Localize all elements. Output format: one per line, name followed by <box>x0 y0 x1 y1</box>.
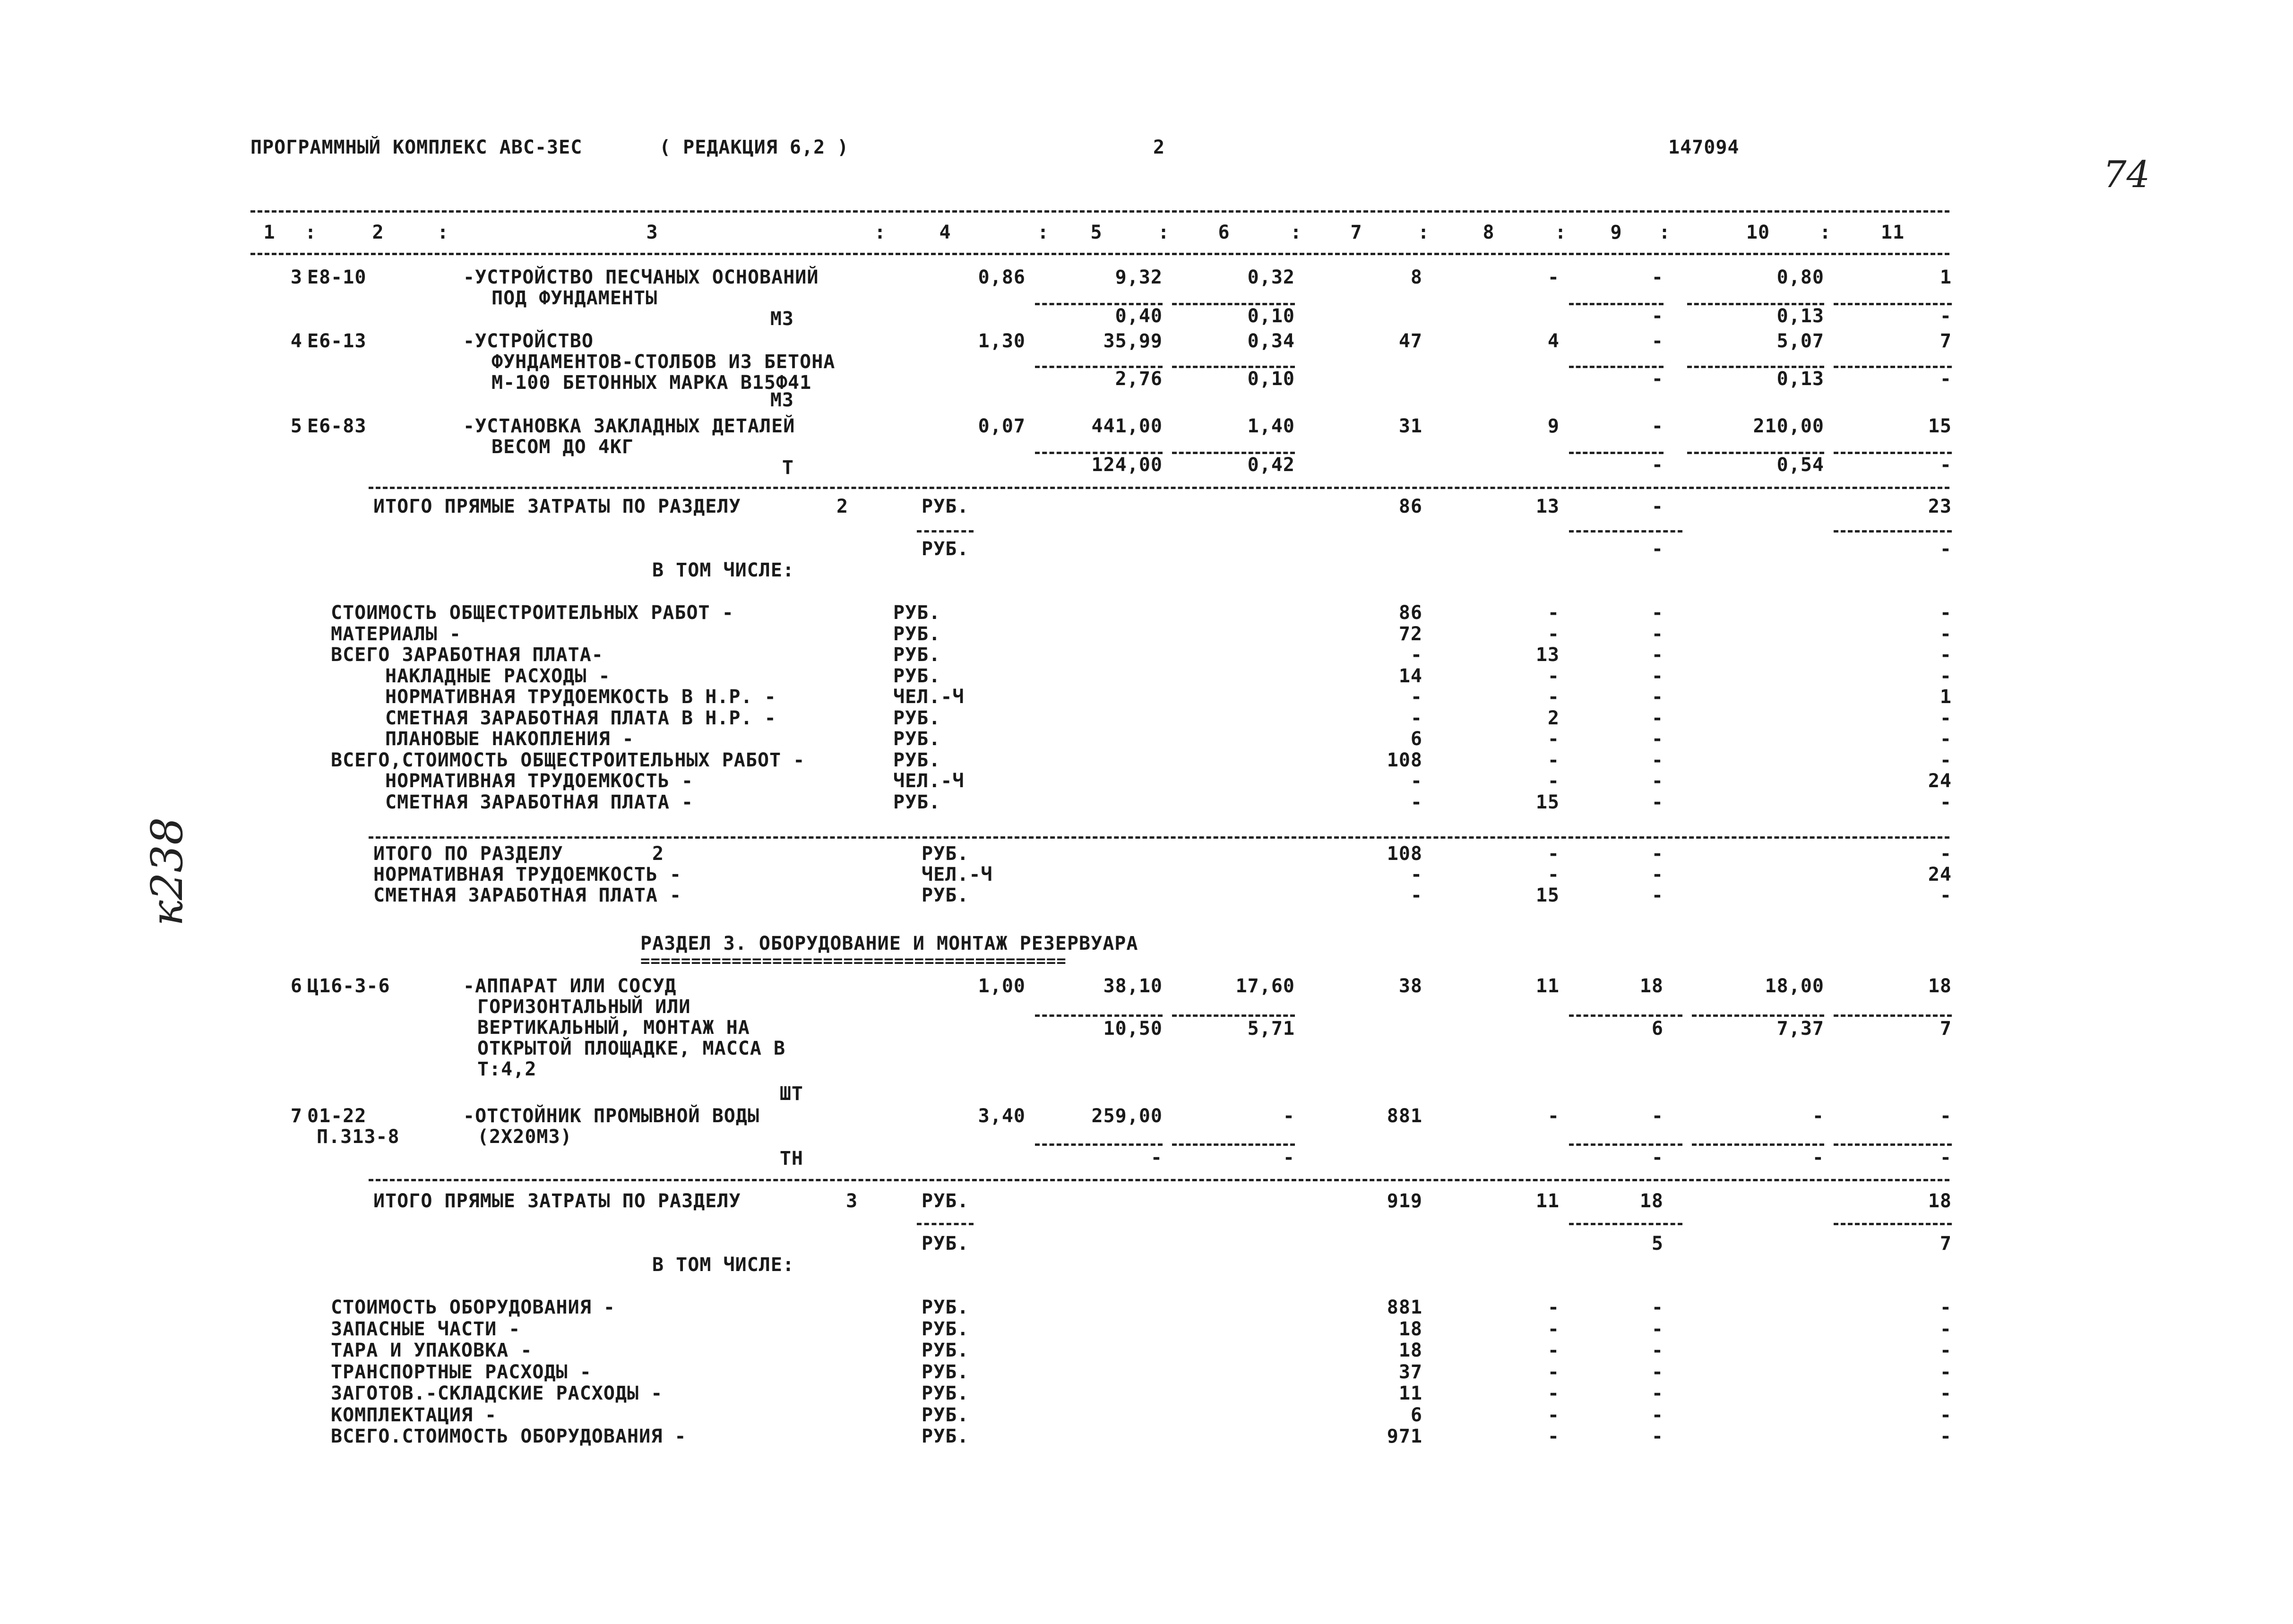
section2-breakdown-c9: - <box>1651 644 1664 666</box>
section2-total-label: ИТОГО ПРЯМЫЕ ЗАТРАТЫ ПО РАЗДЕЛУ <box>373 496 741 517</box>
cell-c5: 9,32 <box>1115 266 1163 288</box>
subcell-c9: - <box>1651 454 1664 476</box>
cell-c9: - <box>1651 415 1664 437</box>
section2-final-c7: 108 <box>1387 843 1422 865</box>
section2-final-label: ИТОГО ПО РАЗДЕЛУ <box>373 843 563 865</box>
subcell-c5: 124,00 <box>1091 454 1163 476</box>
section3-breakdown-c9: - <box>1651 1404 1664 1426</box>
section2-breakdown-c11: - <box>1940 707 1952 729</box>
section2-breakdown-c7: - <box>1410 791 1422 813</box>
item-number: 4 <box>290 330 302 352</box>
section3-breakdown-c11: - <box>1940 1404 1952 1426</box>
section2-breakdown-label: ВСЕГО ЗАРАБОТНАЯ ПЛАТА- <box>331 644 603 666</box>
section3-breakdown-unit: РУБ. <box>922 1318 969 1340</box>
section2-final-rule <box>369 836 1949 839</box>
section3-breakdown-c9: - <box>1651 1340 1664 1361</box>
item-description: М-100 БЕТОННЫХ МАРКА В15Ф41 <box>491 372 812 394</box>
column-separator: : <box>1555 222 1567 243</box>
section2-breakdown-c11: - <box>1940 602 1952 624</box>
section3-breakdown-unit: РУБ. <box>922 1383 969 1404</box>
sub-rule <box>1834 1143 1952 1146</box>
section2-final-c7: - <box>1410 864 1422 885</box>
section2-breakdown-c11: - <box>1940 728 1952 750</box>
cell-c9: - <box>1651 1105 1664 1127</box>
section3-breakdown-c7: 971 <box>1387 1426 1422 1447</box>
edition-label: ( РЕДАКЦИЯ 6,2 ) <box>659 137 849 158</box>
section2-breakdown-unit: РУБ. <box>893 644 941 666</box>
section2-final-c8: 15 <box>1535 885 1560 906</box>
section2-breakdown-c11: - <box>1940 623 1952 645</box>
column-header-4: 4 <box>939 222 951 243</box>
section3-total-label: ИТОГО ПРЯМЫЕ ЗАТРАТЫ ПО РАЗДЕЛУ <box>373 1190 741 1212</box>
section3-breakdown-c9: - <box>1651 1426 1664 1447</box>
subcell-c10: 0,13 <box>1776 305 1824 327</box>
section2-final-c9: - <box>1651 864 1664 885</box>
column-header-10: 10 <box>1746 222 1770 243</box>
section3-breakdown-unit: РУБ. <box>922 1340 969 1361</box>
subcell-c6: 0,42 <box>1247 454 1295 476</box>
cell-c6: 0,32 <box>1247 266 1295 288</box>
item-description: -УСТАНОВКА ЗАКЛАДНЫХ ДЕТАЛЕЙ <box>463 415 795 437</box>
cell-c6: - <box>1283 1105 1295 1127</box>
item-code: Е6-13 <box>307 330 367 352</box>
item-unit: М3 <box>770 389 794 411</box>
section3-breakdown-c11: - <box>1940 1318 1952 1340</box>
column-header-9: 9 <box>1610 222 1622 243</box>
column-separator: : <box>1290 222 1302 243</box>
section3-total-rule <box>369 1179 1949 1181</box>
section3-sub-c9: 5 <box>1651 1233 1664 1255</box>
cell-c5: 441,00 <box>1091 415 1163 437</box>
section3-title: РАЗДЕЛ 3. ОБОРУДОВАНИЕ И МОНТАЖ РЕЗЕРВУАРА <box>640 933 1138 954</box>
section2-breakdown-c11: - <box>1940 791 1952 813</box>
subcell-c11: - <box>1940 1147 1952 1169</box>
sub-rule <box>1834 1014 1952 1017</box>
section3-breakdown-unit: РУБ. <box>922 1361 969 1383</box>
section2-sub-c9: - <box>1651 538 1664 560</box>
item-code: Е6-83 <box>307 415 367 437</box>
section2-breakdown-label: СМЕТНАЯ ЗАРАБОТНАЯ ПЛАТА - <box>385 791 694 813</box>
subcell-c6: 5,71 <box>1247 1018 1295 1040</box>
section2-breakdown-c8: 13 <box>1535 644 1560 666</box>
section2-total-c7: 86 <box>1398 496 1422 517</box>
section2-breakdown-label: СТОИМОСТЬ ОБЩЕСТРОИТЕЛЬНЫХ РАБОТ - <box>331 602 734 624</box>
section2-total-rule <box>369 487 1949 489</box>
item-unit: Т <box>782 457 794 479</box>
section2-final-label: НОРМАТИВНАЯ ТРУДОЕМКОСТЬ - <box>373 864 682 885</box>
item-description: ОТКРЫТОЙ ПЛОЩАДКЕ, МАССА В <box>477 1038 786 1059</box>
cell-c9: - <box>1651 266 1664 288</box>
table-top-rule <box>250 210 1949 213</box>
section3-breakdown-c9: - <box>1651 1318 1664 1340</box>
section3-sub-c11: 7 <box>1940 1233 1952 1255</box>
column-separator: : <box>1418 222 1430 243</box>
section3-breakdown-label: ТАРА И УПАКОВКА - <box>331 1340 533 1361</box>
subcell-c5: 2,76 <box>1115 368 1163 390</box>
sub-rule <box>1035 1143 1163 1146</box>
section2-breakdown-c9: - <box>1651 665 1664 687</box>
subcell-c6: 0,10 <box>1247 305 1295 327</box>
subcell-c11: 7 <box>1940 1018 1952 1040</box>
cell-c7: 38 <box>1398 975 1422 997</box>
item-number: 7 <box>290 1105 302 1127</box>
item-unit: ТН <box>779 1148 803 1169</box>
cell-c5: 38,10 <box>1103 975 1163 997</box>
cell-c10: 18,00 <box>1765 975 1824 997</box>
cell-c10: 5,07 <box>1776 330 1824 352</box>
item-code: П.313-8 <box>317 1126 400 1148</box>
section3-including-label: В ТОМ ЧИСЛЕ: <box>652 1254 794 1276</box>
subcell-c10: - <box>1812 1147 1824 1169</box>
sub-rule <box>1569 303 1664 305</box>
section3-breakdown-c8: - <box>1547 1297 1560 1318</box>
section3-breakdown-unit: РУБ. <box>922 1404 969 1426</box>
item-description: ГОРИЗОНТАЛЬНЫЙ ИЛИ <box>477 996 691 1018</box>
section3-breakdown-c7: 18 <box>1398 1318 1422 1340</box>
cell-c11: - <box>1940 1105 1952 1127</box>
section2-breakdown-unit: РУБ. <box>893 728 941 750</box>
section2-breakdown-c7: 6 <box>1410 728 1422 750</box>
sub-rule <box>917 1223 974 1225</box>
section2-final-c11: - <box>1940 843 1952 865</box>
subcell-c11: - <box>1940 368 1952 390</box>
column-header-1: 1 <box>263 222 276 243</box>
item-number: 6 <box>290 975 302 997</box>
section3-breakdown-label: СТОИМОСТЬ ОБОРУДОВАНИЯ - <box>331 1297 615 1318</box>
subcell-c9: 6 <box>1651 1018 1664 1040</box>
column-separator: : <box>1819 222 1832 243</box>
section2-breakdown-c7: 108 <box>1387 749 1422 771</box>
section2-final-unit: РУБ. <box>922 843 969 865</box>
column-header-7: 7 <box>1350 222 1362 243</box>
cell-c5: 35,99 <box>1103 330 1163 352</box>
cell-c4: 1,30 <box>978 330 1026 352</box>
handwritten-page-number: 74 <box>2103 154 2150 196</box>
subcell-c6: 0,10 <box>1247 368 1295 390</box>
cell-c6: 17,60 <box>1235 975 1295 997</box>
sub-rule <box>1834 1223 1952 1225</box>
section2-breakdown-c7: - <box>1410 707 1422 729</box>
section2-breakdown-label: НОРМАТИВНАЯ ТРУДОЕМКОСТЬ - <box>385 770 694 792</box>
section2-breakdown-label: ВСЕГО,СТОИМОСТЬ ОБЩЕСТРОИТЕЛЬНЫХ РАБОТ - <box>331 749 805 771</box>
section2-breakdown-unit: ЧЕЛ.-Ч <box>893 770 965 792</box>
section2-final-unit: ЧЕЛ.-Ч <box>922 864 993 885</box>
section3-breakdown-label: ЗАГОТОВ.-СКЛАДСКИЕ РАСХОДЫ - <box>331 1383 663 1404</box>
sub-rule <box>1834 530 1952 533</box>
section2-breakdown-c9: - <box>1651 707 1664 729</box>
subcell-c5: - <box>1150 1147 1163 1169</box>
item-unit: М3 <box>770 308 794 330</box>
section2-total-c11: 23 <box>1928 496 1952 517</box>
section2-breakdown-c9: - <box>1651 770 1664 792</box>
section2-breakdown-c11: 24 <box>1928 770 1952 792</box>
item-description: -УСТРОЙСТВО ПЕСЧАНЫХ ОСНОВАНИЙ <box>463 266 819 288</box>
cell-c4: 0,86 <box>978 266 1026 288</box>
sub-rule <box>1569 452 1664 454</box>
section2-breakdown-c8: - <box>1547 665 1560 687</box>
cell-c4: 3,40 <box>978 1105 1026 1127</box>
section2-breakdown-unit: РУБ. <box>893 707 941 729</box>
sub-rule <box>1569 530 1682 533</box>
section2-breakdown-label: МАТЕРИАЛЫ - <box>331 623 461 645</box>
section3-total-number: 3 <box>846 1190 858 1212</box>
section2-final-label: СМЕТНАЯ ЗАРАБОТНАЯ ПЛАТА - <box>373 885 682 906</box>
cell-c11: 18 <box>1928 975 1952 997</box>
cell-c8: 11 <box>1535 975 1560 997</box>
handwritten-side-mark: к238 <box>142 817 192 926</box>
section2-breakdown-c11: - <box>1940 644 1952 666</box>
section3-breakdown-c8: - <box>1547 1383 1560 1404</box>
cell-c4: 1,00 <box>978 975 1026 997</box>
item-code: Ц16-3-6 <box>307 975 390 997</box>
item-code: 01-22 <box>307 1105 367 1127</box>
section3-breakdown-c9: - <box>1651 1297 1664 1318</box>
section2-breakdown-label: НОРМАТИВНАЯ ТРУДОЕМКОСТЬ В Н.Р. - <box>385 686 776 708</box>
cell-c7: 47 <box>1398 330 1422 352</box>
section2-total-number: 2 <box>836 496 849 517</box>
section3-breakdown-label: ВСЕГО.СТОИМОСТЬ ОБОРУДОВАНИЯ - <box>331 1426 687 1447</box>
item-description: (2Х20М3) <box>477 1126 572 1148</box>
cell-c9: 18 <box>1639 975 1664 997</box>
cell-c5: 259,00 <box>1091 1105 1163 1127</box>
cell-c8: 9 <box>1547 415 1560 437</box>
section2-final-c7: - <box>1410 885 1422 906</box>
section2-breakdown-c9: - <box>1651 686 1664 708</box>
item-description: -УСТРОЙСТВО <box>463 330 594 352</box>
section2-breakdown-c7: - <box>1410 770 1422 792</box>
section2-breakdown-c7: - <box>1410 686 1422 708</box>
section2-breakdown-c9: - <box>1651 602 1664 624</box>
section3-breakdown-c7: 18 <box>1398 1340 1422 1361</box>
cell-c8: - <box>1547 1105 1560 1127</box>
section3-breakdown-c8: - <box>1547 1404 1560 1426</box>
section3-breakdown-unit: РУБ. <box>922 1426 969 1447</box>
cell-c11: 7 <box>1940 330 1952 352</box>
section2-breakdown-c8: - <box>1547 623 1560 645</box>
cell-c9: - <box>1651 330 1664 352</box>
section2-breakdown-c11: - <box>1940 665 1952 687</box>
subcell-c11: - <box>1940 454 1952 476</box>
item-description: Т:4,2 <box>477 1058 537 1080</box>
item-description: -ОТСТОЙНИК ПРОМЫВНОЙ ВОДЫ <box>463 1105 760 1127</box>
column-header-6: 6 <box>1218 222 1230 243</box>
section2-breakdown-c8: - <box>1547 770 1560 792</box>
subcell-c10: 0,54 <box>1776 454 1824 476</box>
section2-breakdown-unit: РУБ. <box>893 791 941 813</box>
section2-breakdown-c7: 86 <box>1398 602 1422 624</box>
section3-title-underline: ========================================== <box>640 952 1067 971</box>
section2-breakdown-c9: - <box>1651 728 1664 750</box>
section3-breakdown-c7: 881 <box>1387 1297 1422 1318</box>
cell-c10: 0,80 <box>1776 266 1824 288</box>
section2-sub-unit: РУБ. <box>922 538 969 560</box>
section3-total-unit: РУБ. <box>922 1190 969 1212</box>
section3-total-c11: 18 <box>1928 1190 1952 1212</box>
cell-c7: 881 <box>1387 1105 1422 1127</box>
cell-c10: - <box>1812 1105 1824 1127</box>
section2-breakdown-label: НАКЛАДНЫЕ РАСХОДЫ - <box>385 665 611 687</box>
section2-final-c9: - <box>1651 885 1664 906</box>
sub-rule <box>917 530 974 533</box>
section3-breakdown-c8: - <box>1547 1318 1560 1340</box>
item-number: 5 <box>290 415 302 437</box>
section3-total-c9: 18 <box>1639 1190 1664 1212</box>
section3-breakdown-c9: - <box>1651 1361 1664 1383</box>
cell-c8: 4 <box>1547 330 1560 352</box>
sub-rule <box>1692 1143 1824 1146</box>
section3-breakdown-c7: 37 <box>1398 1361 1422 1383</box>
section2-breakdown-unit: РУБ. <box>893 602 941 624</box>
section2-final-c11: 24 <box>1928 864 1952 885</box>
section2-final-c8: - <box>1547 843 1560 865</box>
cell-c6: 0,34 <box>1247 330 1295 352</box>
section2-breakdown-c9: - <box>1651 749 1664 771</box>
sub-rule <box>1035 1014 1163 1017</box>
section2-breakdown-label: СМЕТНАЯ ЗАРАБОТНАЯ ПЛАТА В Н.Р. - <box>385 707 776 729</box>
section2-breakdown-c7: 72 <box>1398 623 1422 645</box>
section3-breakdown-c11: - <box>1940 1297 1952 1318</box>
item-unit: ШТ <box>779 1083 803 1105</box>
section3-breakdown-c8: - <box>1547 1361 1560 1383</box>
cell-c11: 15 <box>1928 415 1952 437</box>
section2-including-label: В ТОМ ЧИСЛЕ: <box>652 559 794 581</box>
section2-final-unit: РУБ. <box>922 885 969 906</box>
section3-breakdown-c8: - <box>1547 1426 1560 1447</box>
subcell-c5: 0,40 <box>1115 305 1163 327</box>
section2-breakdown-c8: - <box>1547 749 1560 771</box>
section2-final-c11: - <box>1940 885 1952 906</box>
column-header-3: 3 <box>646 222 658 243</box>
column-header-2: 2 <box>372 222 384 243</box>
section3-breakdown-c11: - <box>1940 1340 1952 1361</box>
subcell-c6: - <box>1283 1147 1295 1169</box>
cell-c7: 31 <box>1398 415 1422 437</box>
section2-final-c9: - <box>1651 843 1664 865</box>
section2-breakdown-c8: - <box>1547 728 1560 750</box>
subcell-c11: - <box>1940 305 1952 327</box>
subcell-c9: - <box>1651 305 1664 327</box>
section3-breakdown-unit: РУБ. <box>922 1297 969 1318</box>
section2-breakdown-c8: - <box>1547 686 1560 708</box>
section3-breakdown-label: ЗАПАСНЫЕ ЧАСТИ - <box>331 1318 521 1340</box>
sub-rule <box>1569 1223 1682 1225</box>
sub-rule <box>1569 1143 1682 1146</box>
section3-breakdown-c11: - <box>1940 1383 1952 1404</box>
section3-breakdown-c11: - <box>1940 1361 1952 1383</box>
section3-breakdown-c7: 6 <box>1410 1404 1422 1426</box>
section3-total-c8: 11 <box>1535 1190 1560 1212</box>
section2-breakdown-c7: - <box>1410 644 1422 666</box>
section2-breakdown-unit: РУБ. <box>893 749 941 771</box>
section3-breakdown-label: КОМПЛЕКТАЦИЯ - <box>331 1404 497 1426</box>
column-separator: : <box>1037 222 1050 243</box>
section2-total-c9: - <box>1651 496 1664 517</box>
column-header-5: 5 <box>1090 222 1103 243</box>
section2-final-number: 2 <box>652 843 664 865</box>
section2-breakdown-c8: - <box>1547 602 1560 624</box>
section2-breakdown-label: ПЛАНОВЫЕ НАКОПЛЕНИЯ - <box>385 728 634 750</box>
section2-total-unit: РУБ. <box>922 496 969 517</box>
item-description: ФУНДАМЕНТОВ-СТОЛБОВ ИЗ БЕТОНА <box>491 351 836 373</box>
column-header-8: 8 <box>1483 222 1495 243</box>
cell-c7: 8 <box>1410 266 1422 288</box>
item-code: Е8-10 <box>307 266 367 288</box>
section2-total-c8: 13 <box>1535 496 1560 517</box>
column-separator: : <box>1158 222 1170 243</box>
section2-breakdown-c7: 14 <box>1398 665 1422 687</box>
sub-rule <box>1172 1143 1295 1146</box>
column-separator: : <box>874 222 887 243</box>
cell-c6: 1,40 <box>1247 415 1295 437</box>
section2-breakdown-unit: ЧЕЛ.-Ч <box>893 686 965 708</box>
cell-c11: 1 <box>1940 266 1952 288</box>
section2-breakdown-c9: - <box>1651 791 1664 813</box>
column-separator: : <box>437 222 449 243</box>
section2-final-c8: - <box>1547 864 1560 885</box>
section3-breakdown-label: ТРАНСПОРТНЫЕ РАСХОДЫ - <box>331 1361 592 1383</box>
sub-rule <box>1834 452 1952 454</box>
item-number: 3 <box>290 266 302 288</box>
section3-breakdown-c9: - <box>1651 1383 1664 1404</box>
subcell-c9: - <box>1651 368 1664 390</box>
column-separator: : <box>305 222 317 243</box>
subcell-c9: - <box>1651 1147 1664 1169</box>
section2-breakdown-c11: - <box>1940 749 1952 771</box>
program-title: ПРОГРАММНЫЙ КОМПЛЕКС АВС-ЗЕС <box>250 137 583 158</box>
section2-breakdown-c11: 1 <box>1940 686 1952 708</box>
subcell-c10: 0,13 <box>1776 368 1824 390</box>
sub-rule <box>1834 303 1952 305</box>
sub-rule <box>1569 1014 1682 1017</box>
sub-rule <box>1172 1014 1295 1017</box>
sub-rule <box>1834 366 1952 368</box>
sub-rule <box>1569 366 1664 368</box>
section3-total-c7: 919 <box>1387 1190 1422 1212</box>
page-number: 2 <box>1153 137 1165 158</box>
item-description: ВЕРТИКАЛЬНЫЙ, МОНТАЖ НА <box>477 1017 750 1039</box>
sub-rule <box>1692 1014 1824 1017</box>
section3-breakdown-c11: - <box>1940 1426 1952 1447</box>
section3-breakdown-c7: 11 <box>1398 1383 1422 1404</box>
document-number: 147094 <box>1668 137 1740 158</box>
section2-breakdown-c8: 2 <box>1547 707 1560 729</box>
section2-breakdown-unit: РУБ. <box>893 665 941 687</box>
section2-breakdown-c9: - <box>1651 623 1664 645</box>
section2-sub-c11: - <box>1940 538 1952 560</box>
section3-sub-unit: РУБ. <box>922 1233 969 1255</box>
item-description: -АППАРАТ ИЛИ СОСУД <box>463 975 677 997</box>
column-header-11: 11 <box>1880 222 1905 243</box>
section2-breakdown-unit: РУБ. <box>893 623 941 645</box>
cell-c10: 210,00 <box>1753 415 1824 437</box>
section2-breakdown-c8: 15 <box>1535 791 1560 813</box>
item-description: ВЕСОМ ДО 4КГ <box>491 436 634 458</box>
header-bottom-rule <box>250 253 1949 255</box>
subcell-c5: 10,50 <box>1103 1018 1163 1040</box>
item-description: ПОД ФУНДАМЕНТЫ <box>491 287 658 309</box>
cell-c4: 0,07 <box>978 415 1026 437</box>
cell-c8: - <box>1547 266 1560 288</box>
section3-breakdown-c8: - <box>1547 1340 1560 1361</box>
subcell-c10: 7,37 <box>1776 1018 1824 1040</box>
column-separator: : <box>1659 222 1671 243</box>
